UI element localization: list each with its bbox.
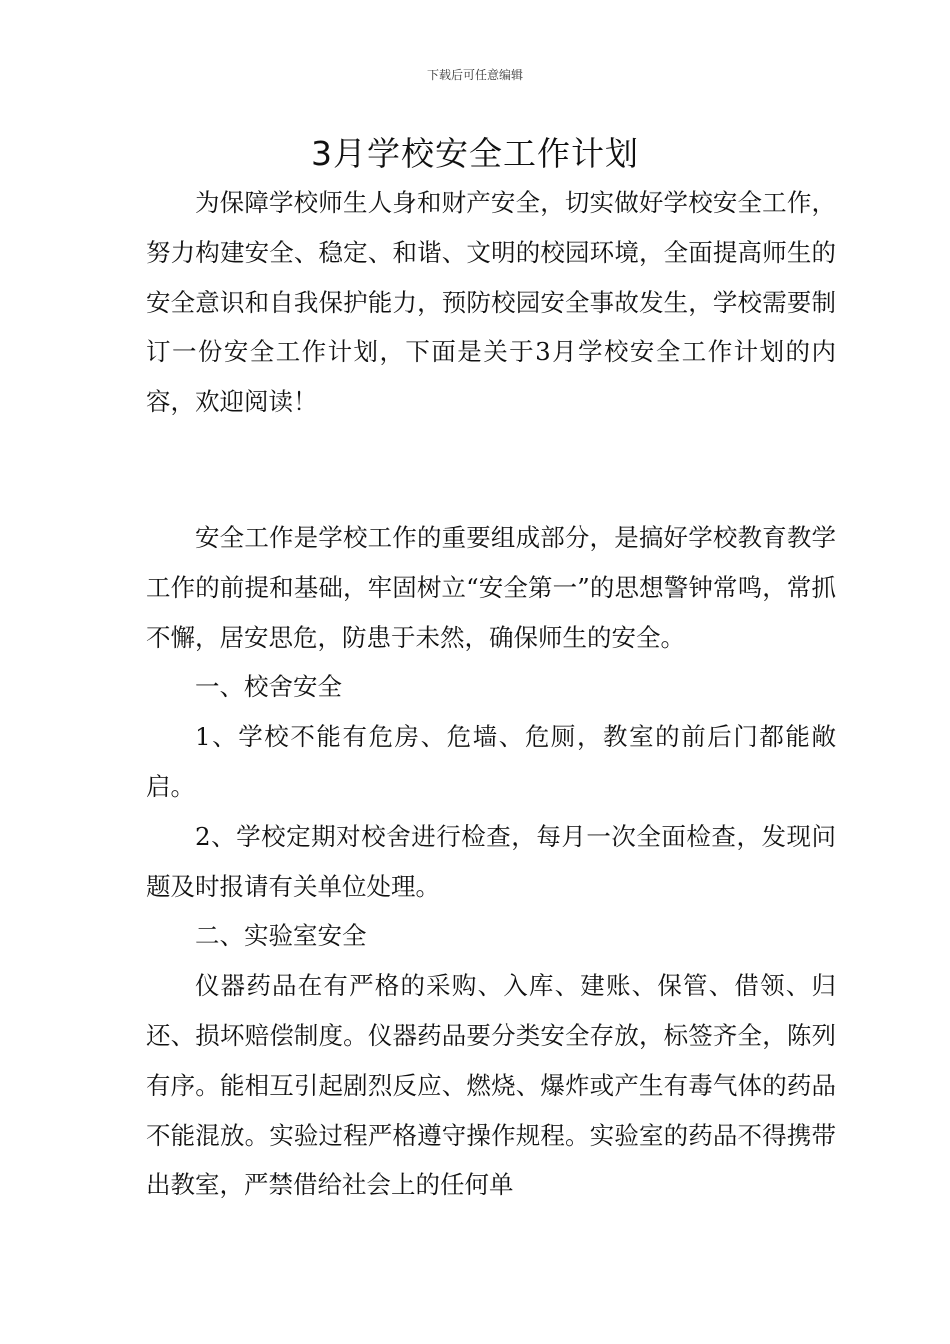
body-paragraph-2: 1、学校不能有危房、危墙、危厕，教室的前后门都能敞启。 <box>146 722 836 801</box>
section-heading-lab-safety: 二、实验室安全 <box>195 921 367 951</box>
intro-paragraph: 为保障学校师生人身和财产安全，切实做好学校安全工作，努力构建安全、稳定、和谐、文明的校园环境，全面提高师生的安全意识和自我保护能力，预防校园安全事故发生，学校需要制订一份安全工作计划，下面是关于3月学校安全工作计划的内容，欢迎阅读！ <box>146 188 836 417</box>
paragraph-gap <box>146 427 836 513</box>
body-paragraph-1: 安全工作是学校工作的重要组成部分，是搞好学校教育教学工作的前提和基础，牢固树立“安全第一”的思想警钟常鸣，常抓不懈，居安思危，防患于未然，确保师生的安全。 <box>146 522 836 652</box>
section-heading-dormitory-safety: 一、校舍安全 <box>195 672 342 702</box>
body-paragraph-3: 2、学校定期对校舍进行检查，每月一次全面检查，发现问题及时报请有关单位处理。 <box>146 821 836 901</box>
header-note: 下载后可任意编辑 <box>426 68 523 82</box>
document-title: 3月学校安全工作计划 <box>311 134 639 173</box>
body-paragraph-4: 仪器药品在有严格的采购、入库、建账、保管、借领、归还、损坏赔偿制度。仪器药品要分类安全存放，标签齐全，陈列有序。能相互引起剧烈反应、燃烧、爆炸或产生有毒气体的药品不能混放。实验过程严格遵守操作规程。实验室的药品不得携带出教室，严禁借给社会上的任何单 <box>146 971 836 1200</box>
document-body <box>146 178 836 1210</box>
